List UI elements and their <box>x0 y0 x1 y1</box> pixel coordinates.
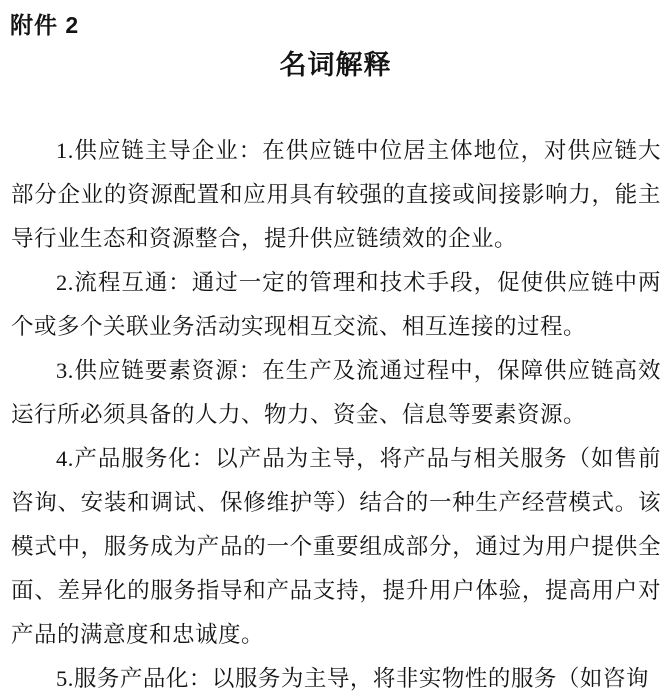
definition-paragraph-product-servitization: 4.产品服务化：以产品为主导，将产品与相关服务（如售前咨询、安装和调试、保修维护等）结合的一种生产经营模式。该模式中，服务成为产品的一个重要组成部分，通过为用户提供全面、差异化的服务指导和产品支持，提升用户体验，提高用户对产品的满意度和忠诚度。 <box>11 446 661 647</box>
document-body <box>11 129 661 693</box>
definition-paragraph-service-productization: 5.服务产品化：以服务为主导，将非实物性的服务（如咨询 <box>56 666 649 691</box>
definition-paragraph-supply-chain-resources: 3.供应链要素资源：在生产及流通过程中，保障供应链高效运行所必须具备的人力、物力、资金、信息等要素资源。 <box>11 358 661 427</box>
definition-paragraph-process-interconnection: 2.流程互通：通过一定的管理和技术手段，促使供应链中两个或多个关联业务活动实现相互交流、相互连接的过程。 <box>11 270 661 339</box>
document-title: 名词解释 <box>279 50 392 80</box>
attachment-label: 附件 2 <box>10 12 80 38</box>
definition-paragraph-supply-chain-leader: 1.供应链主导企业：在供应链中位居主体地位，对供应链大部分企业的资源配置和应用具有较强的直接或间接影响力，能主导行业生态和资源整合，提升供应链绩效的企业。 <box>11 138 661 251</box>
